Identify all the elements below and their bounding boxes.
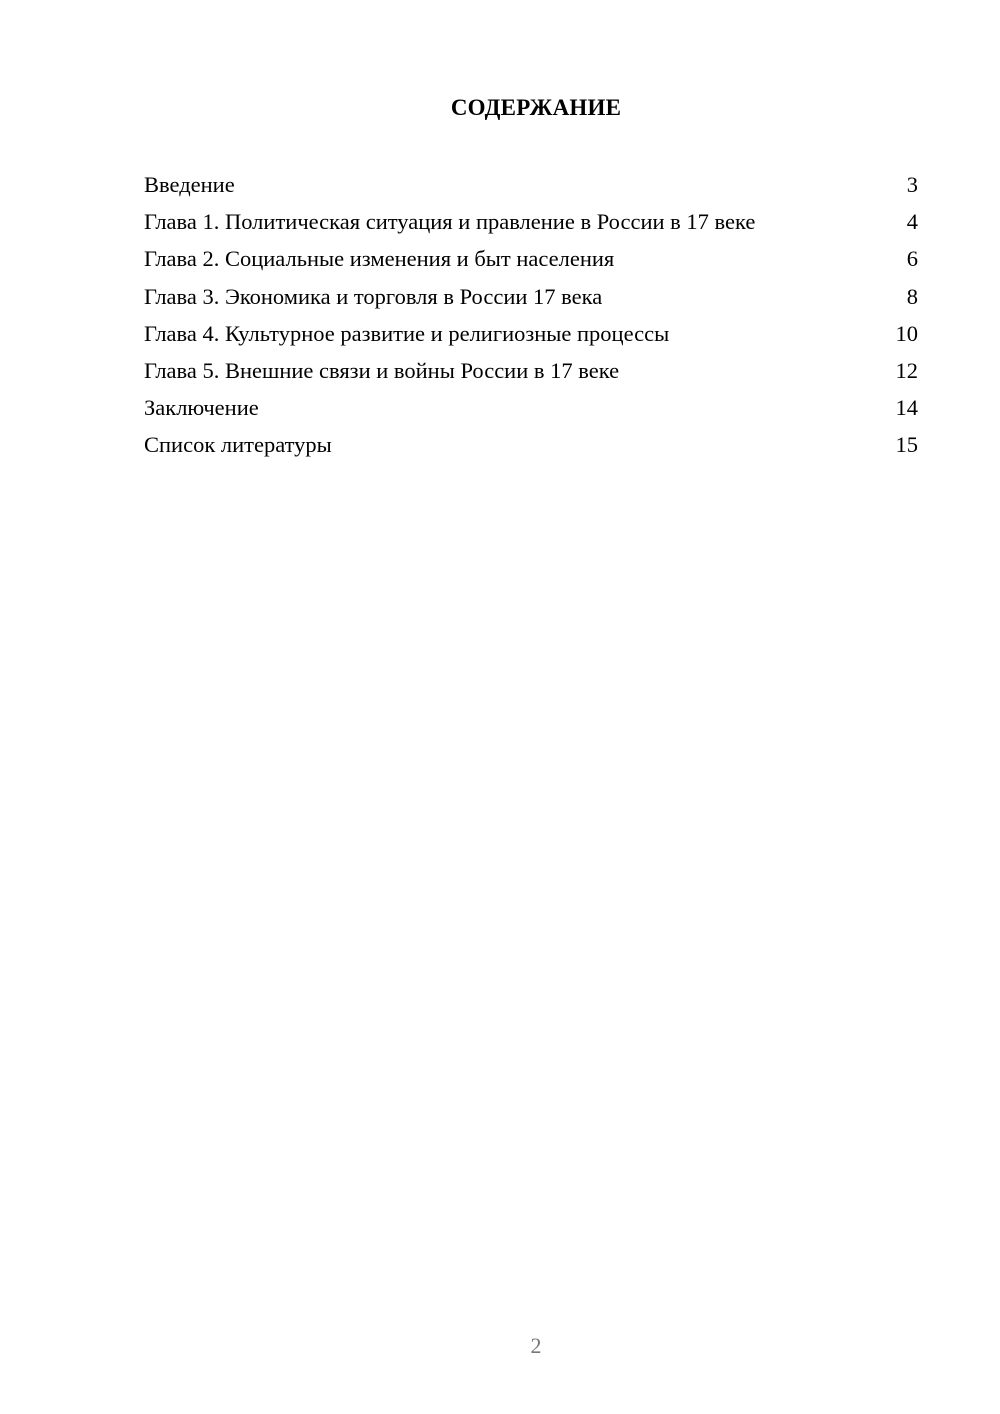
toc-entry-conclusion [144, 391, 918, 428]
toc-entry-chapter-3 [144, 280, 918, 317]
toc-entry-page: 10 [895, 320, 918, 346]
toc-entry-label: Глава 5. Внешние связи и войны России в 17 веке [144, 357, 620, 383]
toc-entry-label: Заключение [144, 395, 259, 421]
toc-entry-label: Введение [144, 172, 235, 197]
toc-entry-label: Глава 4. Культурное развитие и религиозные процессы [144, 320, 670, 346]
toc-entry-label: Глава 2. Социальные изменения и быт населения [144, 246, 615, 272]
page-number: 2 [530, 1333, 542, 1358]
toc-entry-introduction [144, 168, 918, 205]
page-title: СОДЕРЖАНИЕ [450, 95, 622, 120]
toc-entry-references [144, 428, 918, 465]
toc-entry-label: Список литературы [144, 432, 332, 458]
toc-entry-page: 8 [906, 283, 918, 309]
toc-entry-page: 14 [895, 395, 918, 421]
toc-entry-chapter-4 [144, 317, 918, 354]
toc-entry-page: 3 [906, 172, 918, 197]
toc-entry-chapter-5 [144, 354, 918, 391]
toc-entry-label: Глава 1. Политическая ситуация и правление в России в 17 веке [144, 209, 756, 235]
toc-entry-page: 6 [906, 246, 918, 272]
toc-entry-chapter-1 [144, 205, 918, 242]
toc-entry-chapter-2 [144, 242, 918, 279]
toc-entry-label: Глава 3. Экономика и торговля в России 17 века [144, 283, 603, 309]
table-of-contents [144, 168, 918, 466]
toc-entry-page: 15 [895, 432, 918, 458]
toc-entry-page: 12 [895, 357, 918, 383]
toc-entry-page: 4 [906, 209, 918, 235]
